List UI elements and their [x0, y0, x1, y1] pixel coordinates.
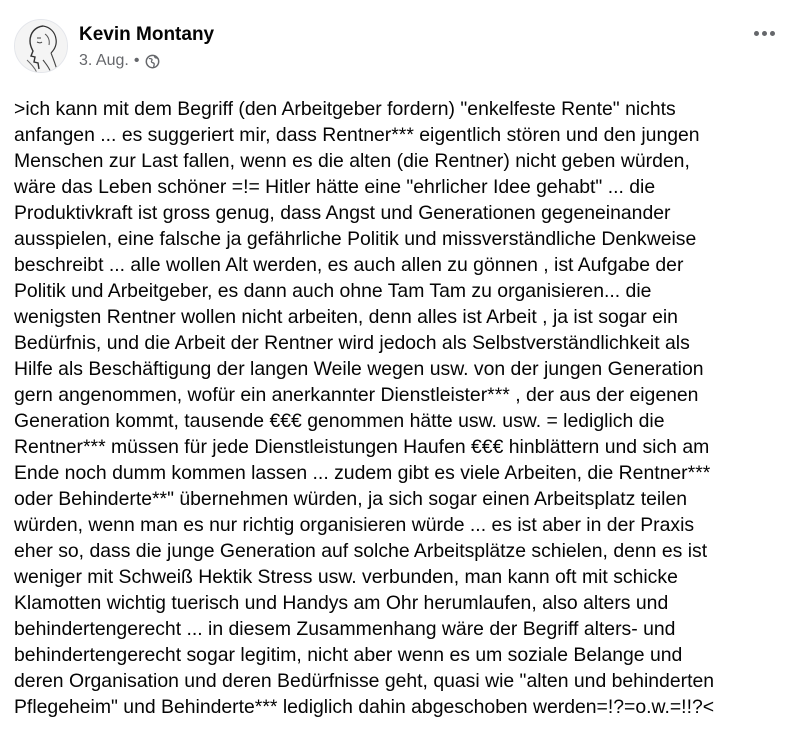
post-text-line: wäre das Leben schöner =!= Hitler hätte eine "ehrlicher Idee gehabt" ... die	[14, 176, 656, 198]
more-options-icon	[754, 31, 759, 36]
post-text-line: Produktivkraft ist gross genug, dass Angst und Generationen gegeneinander	[14, 202, 671, 224]
post-text-line: Ende noch dumm kommen lassen ... zudem gibt es viele Arbeiten, die Rentner***	[14, 462, 711, 484]
post-text-line: >ich kann mit dem Begriff (den Arbeitgeber fordern) "enkelfeste Rente" nichts	[14, 98, 676, 120]
post-text-line: gern angenommen, wofür ein anerkannter Dienstleister*** , der aus der eigenen	[14, 384, 699, 406]
post-meta	[79, 52, 160, 70]
post-text-line: würden, wenn man es nur richtig organisieren würde ... es ist aber in der Praxis	[14, 514, 695, 536]
post-text-line: beschreibt ... alle wollen Alt werden, es auch allen zu gönnen , ist Aufgabe der	[14, 254, 684, 276]
post-text-line: weniger mit Schweiß Hektik Stress usw. verbunden, man kann oft mit schicke	[14, 566, 678, 588]
post-text-line: behindertengerecht sogar legitim, nicht aber wenn es um soziale Belange und	[14, 644, 683, 666]
post-text-line: Bedürfnis, und die Arbeit der Rentner wird jedoch als Selbstverständlichkeit als	[14, 332, 690, 354]
more-options-button[interactable]	[744, 19, 784, 47]
post-text-line: anfangen ... es suggeriert mir, dass Rentner*** eigentlich stören und den jungen	[14, 124, 700, 146]
avatar-sketch-icon	[15, 20, 68, 73]
post-text-line: Generation kommt, tausende €€€ genommen hätte usw. usw. = lediglich die	[14, 410, 665, 432]
post-text-line: deren Organisation und deren Bedürfnisse geht, quasi wie "alten und behinderten	[14, 670, 715, 692]
post-date[interactable]: 3. Aug.	[79, 52, 129, 69]
post-text-line: eher so, dass die junge Generation auf solche Arbeitsplätze schielen, denn es ist	[14, 540, 708, 562]
post-text-line: behindertengerecht ... in diesem Zusammenhang wäre der Begriff alters- und	[14, 618, 676, 640]
post-text-line: wenigsten Rentner wollen nicht arbeiten, denn alles ist Arbeit , ja ist sogar ein	[14, 306, 678, 328]
post-text-line: Rentner*** müssen für jede Dienstleistungen Haufen €€€ hinblättern und sich am	[14, 436, 710, 458]
post-text-line: oder Behinderte**" übernehmen würden, ja sich sogar einen Arbeitsplatz teilen	[14, 488, 688, 510]
post-text	[14, 96, 789, 720]
meta-separator: •	[133, 52, 140, 69]
post-text-line: Politik und Arbeitgeber, es dann auch ohne Tam Tam zu organisieren... die	[14, 280, 652, 302]
post-header	[14, 19, 784, 79]
post-text-line: Hilfe als Beschäftigung der langen Weile wegen usw. von der jungen Generation	[14, 358, 704, 380]
post-text-line: Menschen zur Last fallen, wenn es die alten (die Rentner) nicht geben würden,	[14, 150, 690, 172]
globe-icon[interactable]	[145, 54, 160, 69]
author-name[interactable]: Kevin Montany	[79, 24, 215, 45]
more-options-icon	[762, 31, 767, 36]
post-text-line: Klamotten wichtig tuerisch und Handys am Ohr herumlaufen, also alters und	[14, 592, 669, 614]
author-avatar[interactable]	[14, 19, 68, 73]
post-text-line: Pflegeheim" und Behinderte*** lediglich dahin abgeschoben werden=!?=o.w.=!!?<	[14, 696, 715, 718]
more-options-icon	[770, 31, 775, 36]
post-text-line: ausspielen, eine falsche ja gefährliche Politik und missverständliche Denkweise	[14, 228, 697, 250]
